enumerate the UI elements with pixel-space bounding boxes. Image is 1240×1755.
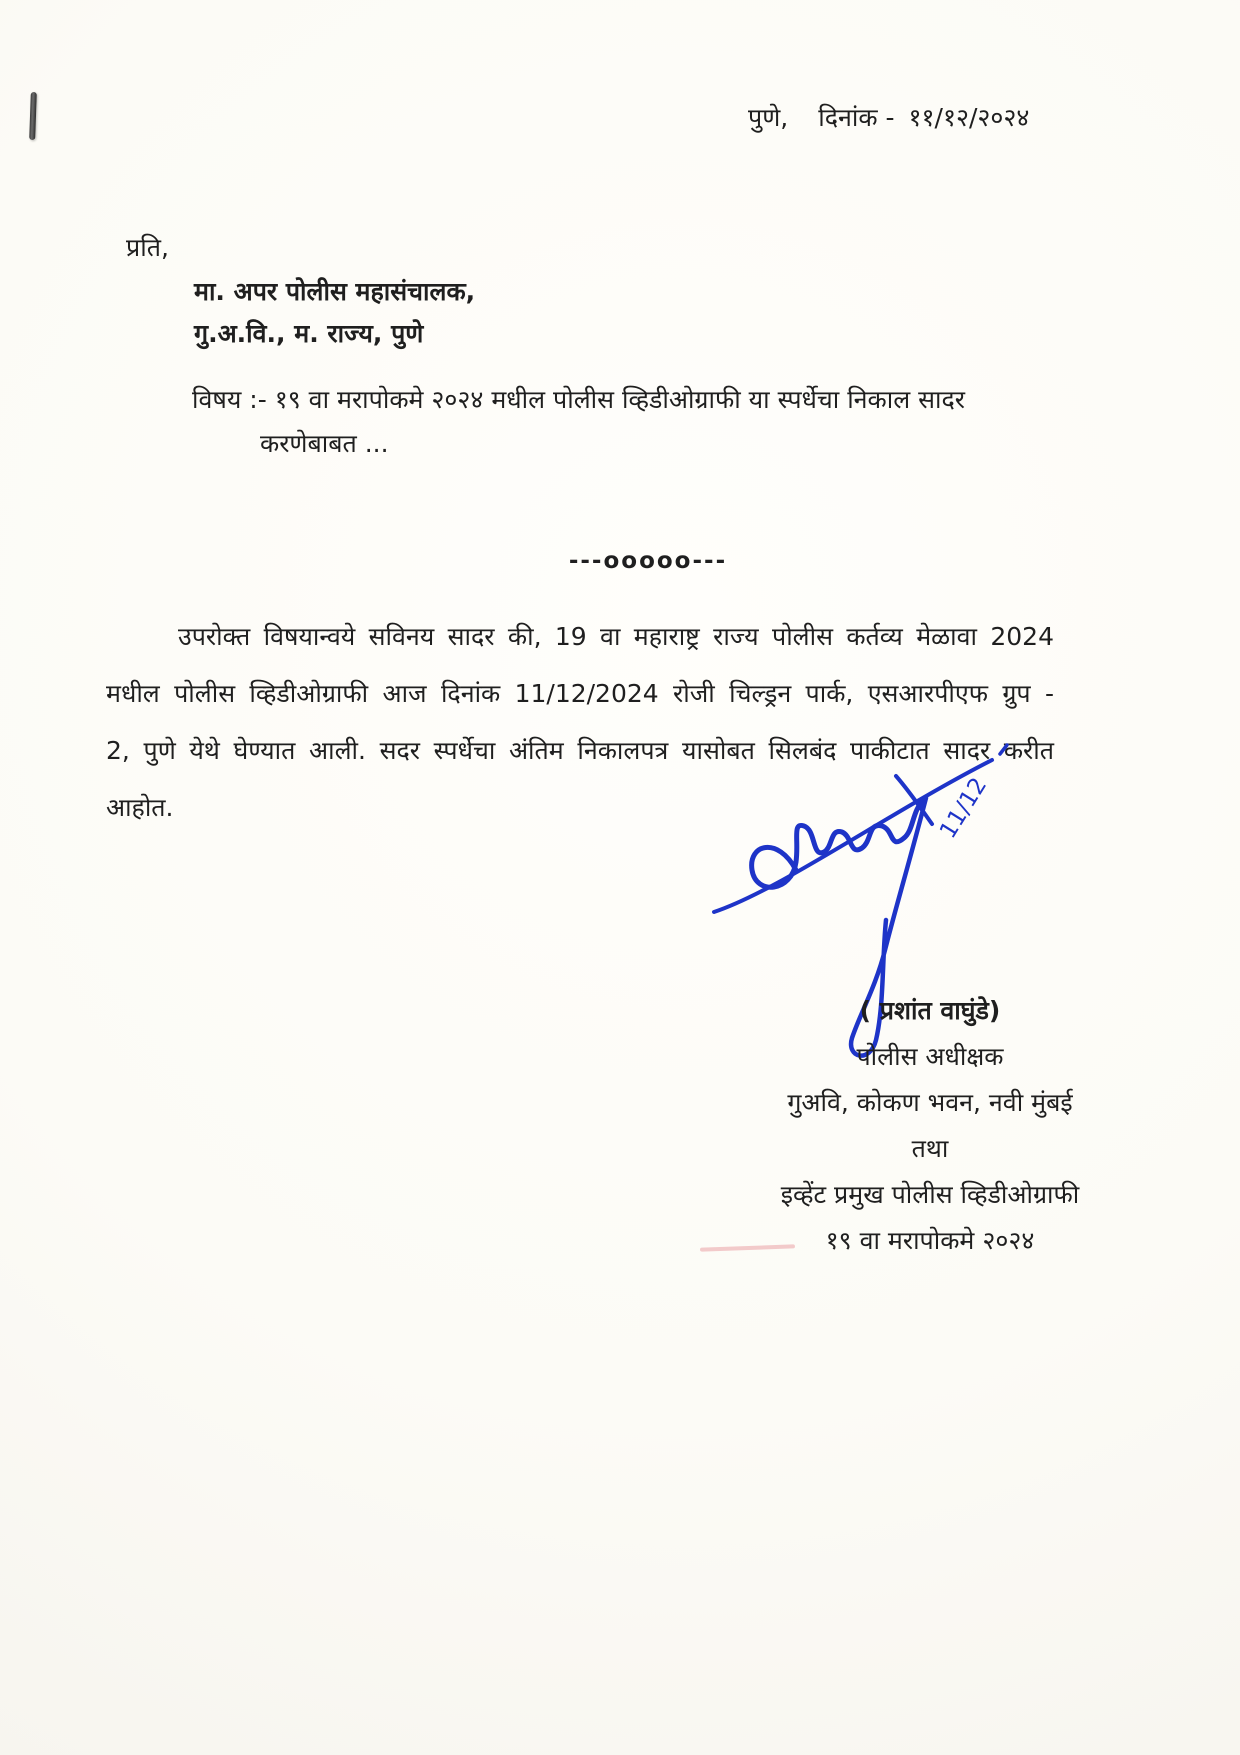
subject-line <box>192 382 965 416</box>
staple-mark <box>29 92 37 140</box>
signatory-name: ( प्रशांत वाघुंडे) <box>859 996 1001 1025</box>
subject-text: १९ वा मरापोकमे २०२४ मधील पोलीस व्हिडीओग्राफी या स्पर्धेचा निकाल सादर <box>274 385 965 414</box>
signature-block <box>660 996 1200 1272</box>
dateline <box>748 100 1029 134</box>
subject-continuation: करणेबाबत ... <box>260 429 389 458</box>
dateline-place: पुणे, <box>748 103 789 132</box>
signatory-event-role: इव्हेंट प्रमुख पोलीस व्हिडीओग्राफी <box>780 1180 1080 1209</box>
signatory-event-name: १९ वा मरापोकमे २०२४ <box>825 1226 1035 1255</box>
dateline-date: ११/१२/२०२४ <box>908 103 1030 132</box>
recipient-salutation: प्रति, <box>126 233 169 262</box>
recipient-address: गु.अ.वि., म. राज्य, पुणे <box>194 319 424 348</box>
recipient-name: मा. अपर पोलीस महासंचालक, <box>194 277 476 306</box>
signature-date-annotation: 11/12 <box>935 773 993 844</box>
signatory-office: गुअवि, कोकण भवन, नवी मुंबई <box>787 1088 1073 1117</box>
signature-apostrophe <box>1000 745 1007 754</box>
section-separator: ---ooooo--- <box>568 548 728 574</box>
dateline-label: दिनांक - <box>818 103 895 132</box>
signatory-title: पोलीस अधीक्षक <box>856 1042 1004 1071</box>
subject-label: विषय :- <box>192 385 267 414</box>
letter-body: उपरोक्त विषयान्वये सविनय सादर की, 19 वा महाराष्ट्र राज्य पोलीस कर्तव्य मेळावा 2024 मधील पोलीस व्हिडीओग्राफी आज दिनांक 11/12/2024 रोजी चिल्ड्रन पार्क, एसआरपीएफ ग्रुप - 2, पुणे येथे घेण्यात आली. सदर स्पर्धेचा अंतिम निकालपत्र यासोबत सिलबंद पाकीटात सादर करीत आहोत. <box>106 622 1054 822</box>
signatory-conjunction: तथा <box>911 1134 949 1163</box>
